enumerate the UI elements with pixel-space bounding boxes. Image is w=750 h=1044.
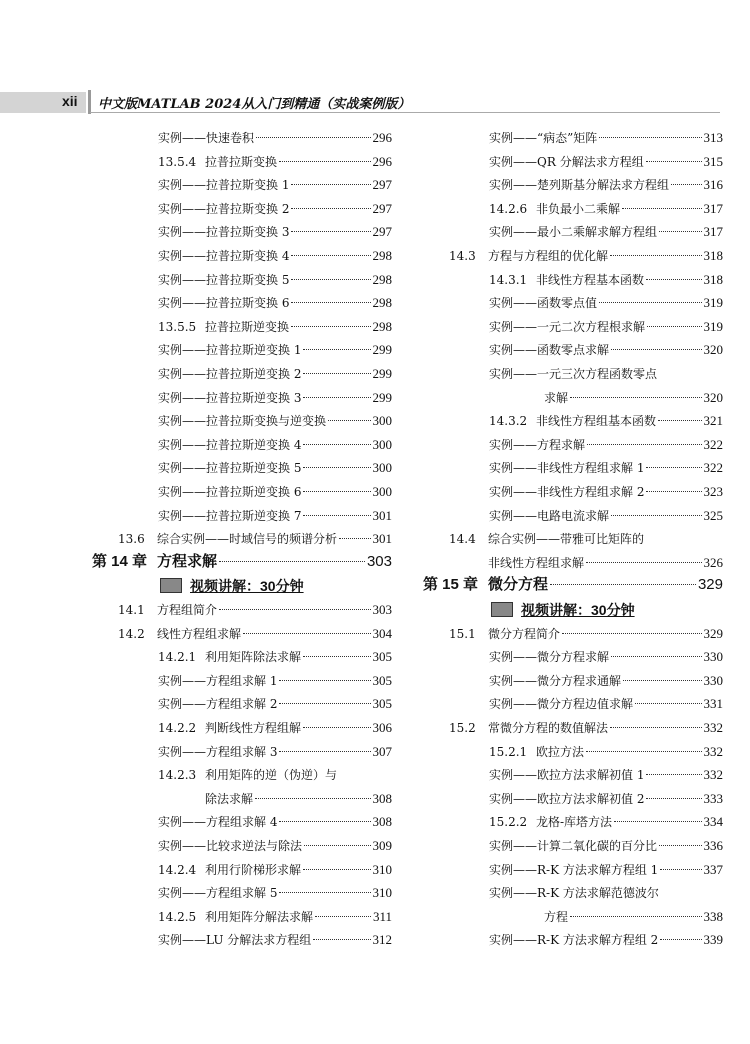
- dot-leader: [304, 845, 370, 846]
- entry-page: 317: [703, 224, 723, 240]
- entry-number: 14.2.5: [158, 909, 197, 924]
- entry-page: 307: [372, 743, 392, 759]
- dot-leader: [291, 255, 370, 256]
- entry-title: 实例——“病态”矩阵: [489, 131, 598, 145]
- toc-entry[interactable]: [544, 388, 723, 408]
- entry-title: 实例——方程组求解 1: [158, 673, 278, 688]
- entry-page: 319: [703, 295, 723, 311]
- dot-leader: [339, 538, 370, 539]
- entry-title: 实例——方程组求解 2: [158, 697, 278, 712]
- entry-title: 实例——计算二氧化碳的百分比: [489, 839, 658, 853]
- toc-entry[interactable]: [158, 930, 392, 950]
- book-title: 中文版MATLAB 2024从入门到精通（实战案例版）: [98, 97, 411, 112]
- dot-leader: [291, 279, 370, 280]
- video-lecture-link[interactable]: [160, 576, 392, 596]
- toc-entry[interactable]: [489, 482, 723, 502]
- entry-title: 非线性方程基本函数: [536, 272, 645, 287]
- entry-title: 非负最小二乘解: [536, 201, 621, 216]
- dot-leader: [550, 584, 696, 585]
- entry-number: 14.3.1: [489, 272, 528, 287]
- entry-number: 14.4: [449, 532, 476, 547]
- entry-page: 336: [703, 838, 723, 853]
- entry-page: 300: [372, 413, 392, 429]
- toc-entry[interactable]: [489, 860, 723, 880]
- entry-title: 实例——拉普拉斯逆变换 6: [158, 485, 302, 499]
- entry-page: 329: [697, 576, 723, 594]
- entry-title: 实例——函数零点求解: [489, 343, 610, 358]
- entry-page: 299: [372, 342, 392, 358]
- entry-page: 329: [703, 625, 723, 641]
- entry-page: 301: [372, 507, 392, 523]
- entry-page: 304: [372, 625, 392, 641]
- entry-title: 实例——拉普拉斯变换 3: [158, 225, 290, 240]
- toc-entry[interactable]: [489, 317, 723, 337]
- toc-entry[interactable]: [158, 718, 392, 738]
- entry-title: 欧拉方法: [536, 744, 585, 759]
- toc-entry[interactable]: [158, 364, 392, 384]
- dot-leader: [611, 515, 701, 516]
- entry-page: 297: [372, 224, 392, 240]
- entry-page: 325: [703, 507, 723, 523]
- toc-entry[interactable]: [158, 482, 392, 502]
- dot-leader: [562, 633, 701, 634]
- toc-entry[interactable]: [158, 671, 392, 691]
- entry-page: 305: [372, 696, 392, 712]
- toc-entry[interactable]: [489, 647, 723, 667]
- dot-leader: [614, 821, 701, 822]
- video-camera-icon: [160, 578, 182, 593]
- entry-title: 微分方程简介: [488, 626, 561, 641]
- toc-entry[interactable]: [158, 458, 392, 478]
- entry-number: 14.2.1: [158, 650, 197, 665]
- dot-leader: [587, 444, 701, 445]
- entry-page: 326: [703, 554, 723, 570]
- entry-number: 13.5.4: [158, 154, 197, 169]
- dot-leader: [635, 703, 701, 704]
- dot-leader: [279, 680, 370, 681]
- entry-title: 常微分方程的数值解法: [488, 721, 609, 735]
- entry-page: 299: [372, 366, 392, 381]
- entry-number: 15.2.2: [489, 815, 528, 830]
- dot-leader: [659, 845, 701, 846]
- entry-title: 综合实例——带雅可比矩阵的: [488, 532, 645, 547]
- toc-entry[interactable]: [449, 529, 723, 549]
- dot-leader: [646, 491, 701, 492]
- dot-leader: [279, 703, 370, 704]
- dot-leader: [586, 751, 701, 752]
- entry-title: 利用矩阵的逆（伪逆）与: [205, 768, 338, 783]
- dot-leader: [623, 680, 701, 681]
- entry-title: 实例——楚列斯基分解法求方程组: [489, 178, 670, 193]
- toc-entry[interactable]: [118, 529, 392, 549]
- toc-entry[interactable]: [544, 907, 723, 927]
- entry-title: 实例——拉普拉斯逆变换 1: [158, 343, 302, 358]
- entry-title: 实例——非线性方程组求解 1: [489, 461, 645, 476]
- entry-title: 除法求解: [205, 791, 254, 806]
- entry-page: 318: [703, 271, 723, 287]
- toc-entry[interactable]: [489, 506, 723, 526]
- entry-title: 实例——拉普拉斯变换 4: [158, 249, 290, 263]
- entry-page: 310: [372, 861, 392, 877]
- entry-title: 线性方程组求解: [157, 626, 242, 641]
- toc-entry[interactable]: [158, 907, 392, 927]
- toc-entry[interactable]: [158, 175, 392, 195]
- toc-entry[interactable]: [158, 812, 392, 832]
- entry-page: 309: [372, 838, 392, 853]
- entry-title: 实例——函数零点值: [489, 296, 598, 311]
- toc-entry[interactable]: [158, 765, 392, 785]
- dot-leader: [611, 349, 701, 350]
- entry-title: 方程组简介: [157, 603, 218, 617]
- entry-page: 334: [703, 814, 723, 830]
- toc-entry[interactable]: [158, 340, 392, 360]
- entry-title: 方程求解: [157, 552, 218, 570]
- entry-number: 14.1: [118, 603, 145, 617]
- dot-leader: [303, 656, 370, 657]
- toc-entry[interactable]: [158, 506, 392, 526]
- entry-title: 利用行阶梯形求解: [205, 862, 302, 877]
- toc-entry[interactable]: [449, 624, 723, 644]
- entry-page: 321: [703, 413, 723, 429]
- entry-page: 332: [703, 767, 723, 783]
- entry-page: 301: [372, 531, 392, 547]
- toc-entry[interactable]: [158, 317, 392, 337]
- entry-title: 方程: [544, 909, 569, 924]
- entry-number: 14.2.4: [158, 862, 197, 877]
- toc-entry[interactable]: [449, 246, 723, 266]
- toc-entry[interactable]: [489, 694, 723, 714]
- toc-entry[interactable]: [489, 742, 723, 762]
- entry-title: 实例——非线性方程组求解 2: [489, 485, 645, 499]
- entry-title: 实例——QR 分解法求方程组: [489, 154, 644, 169]
- toc-entry[interactable]: [489, 293, 723, 313]
- entry-title: 微分方程: [488, 576, 549, 594]
- header-divider: [88, 90, 91, 114]
- dot-leader: [610, 727, 701, 728]
- entry-title: 实例——方程组求解 4: [158, 815, 278, 830]
- entry-title: 实例——拉普拉斯逆变换 7: [158, 508, 302, 523]
- entry-page: 299: [372, 389, 392, 405]
- entry-page: 308: [372, 790, 392, 806]
- dot-leader: [303, 727, 370, 728]
- entry-page: 306: [372, 720, 392, 735]
- entry-title: 视频讲解：30分钟: [521, 602, 635, 618]
- entry-title: 实例——方程求解: [489, 437, 586, 452]
- toc-entry[interactable]: [489, 812, 723, 832]
- dot-leader: [646, 161, 702, 162]
- entry-title: 实例——微分方程求解: [489, 650, 610, 665]
- entry-number: 14.2: [118, 626, 145, 641]
- dot-leader: [303, 349, 370, 350]
- toc-entry[interactable]: [489, 152, 723, 172]
- entry-title: 拉普拉斯变换: [205, 154, 278, 169]
- dot-leader: [313, 939, 370, 940]
- video-lecture-link[interactable]: [491, 600, 723, 620]
- entry-page: 323: [703, 484, 723, 499]
- toc-entry[interactable]: [489, 222, 723, 242]
- entry-page: 313: [703, 130, 723, 145]
- toc-entry[interactable]: [158, 152, 392, 172]
- toc-entry[interactable]: [489, 199, 723, 219]
- entry-title: 实例——微分方程边值求解: [489, 697, 634, 712]
- dot-leader: [255, 798, 370, 799]
- toc-entry[interactable]: [489, 340, 723, 360]
- dot-leader: [303, 444, 370, 445]
- dot-leader: [279, 821, 370, 822]
- toc-entry[interactable]: [489, 883, 723, 903]
- entry-page: 332: [703, 743, 723, 759]
- toc-entry[interactable]: [489, 175, 723, 195]
- dot-leader: [646, 279, 701, 280]
- entry-title: 方程与方程组的优化解: [488, 249, 609, 263]
- entry-page: 339: [703, 932, 723, 948]
- entry-title: 实例——R-K 方法求解方程组 2: [489, 933, 659, 948]
- toc-entry[interactable]: [158, 883, 392, 903]
- entry-number: 15.2: [449, 721, 476, 735]
- toc-entry[interactable]: [158, 742, 392, 762]
- entry-number: 14.2.3: [158, 768, 197, 783]
- dot-leader: [291, 302, 370, 303]
- entry-number: 14.2.6: [489, 201, 528, 216]
- entry-page: 319: [703, 318, 723, 334]
- entry-title: 实例——微分方程求通解: [489, 673, 622, 688]
- dot-leader: [328, 420, 370, 421]
- dot-leader: [646, 798, 701, 799]
- entry-title: 实例——拉普拉斯变换 6: [158, 296, 290, 311]
- entry-title: 判断线性方程组解: [205, 721, 302, 735]
- dot-leader: [660, 939, 701, 940]
- entry-page: 312: [372, 932, 392, 948]
- entry-page: 300: [372, 484, 392, 499]
- dot-leader: [291, 326, 370, 327]
- entry-number: 第 15 章: [423, 576, 479, 594]
- entry-title: 拉普拉斯逆变换: [205, 319, 290, 334]
- dot-leader: [256, 137, 370, 138]
- dot-leader: [279, 751, 370, 752]
- entry-page: 296: [372, 153, 392, 169]
- dot-leader: [291, 184, 370, 185]
- entry-page: 300: [372, 436, 392, 452]
- dot-leader: [219, 561, 365, 562]
- entry-title: 利用矩阵分解法求解: [205, 909, 314, 924]
- dot-leader: [243, 633, 370, 634]
- entry-page: 322: [703, 460, 723, 476]
- toc-entry[interactable]: [205, 789, 392, 809]
- toc-entry[interactable]: [158, 199, 392, 219]
- toc-entry[interactable]: [489, 836, 723, 856]
- entry-title: 龙格-库塔方法: [536, 815, 613, 830]
- toc-entry[interactable]: [489, 435, 723, 455]
- dot-leader: [646, 467, 701, 468]
- entry-title: 实例——欧拉方法求解初值 1: [489, 768, 645, 783]
- toc-entry[interactable]: [158, 222, 392, 242]
- toc-entry[interactable]: [158, 411, 392, 431]
- entry-title: 综合实例——时域信号的频谱分析: [157, 532, 338, 547]
- entry-page: 332: [703, 720, 723, 735]
- entry-page: 330: [703, 649, 723, 665]
- toc-entry[interactable]: [489, 765, 723, 785]
- dot-leader: [315, 916, 371, 917]
- entry-page: 298: [372, 295, 392, 311]
- dot-leader: [611, 656, 701, 657]
- toc-entry[interactable]: [158, 388, 392, 408]
- toc-entry[interactable]: [118, 600, 392, 620]
- entry-title: 实例——拉普拉斯逆变换 5: [158, 461, 302, 476]
- dot-leader: [622, 208, 701, 209]
- entry-number: 15.1: [449, 626, 476, 641]
- entry-page: 337: [703, 861, 723, 877]
- dot-leader: [303, 373, 370, 374]
- entry-title: 实例——拉普拉斯逆变换 2: [158, 367, 302, 381]
- entry-page: 308: [372, 814, 392, 830]
- toc-entry[interactable]: [158, 128, 392, 148]
- entry-page: 316: [703, 177, 723, 193]
- entry-page: 338: [703, 908, 723, 924]
- entry-title: 实例——拉普拉斯变换与逆变换: [158, 414, 327, 429]
- dot-leader: [610, 255, 701, 256]
- entry-title: 实例——快速卷积: [158, 131, 255, 145]
- dot-leader: [219, 609, 370, 610]
- toc-entry[interactable]: [92, 552, 392, 572]
- dot-leader: [646, 774, 701, 775]
- entry-number: 14.3.2: [489, 414, 528, 429]
- entry-page: 322: [703, 436, 723, 452]
- dot-leader: [671, 184, 701, 185]
- entry-page: 305: [372, 649, 392, 665]
- entry-title: 实例——拉普拉斯变换 1: [158, 178, 290, 193]
- toc-entry[interactable]: [158, 270, 392, 290]
- entry-title: 实例——拉普拉斯逆变换 4: [158, 437, 302, 452]
- entry-page: 331: [703, 696, 723, 712]
- dot-leader: [570, 916, 701, 917]
- entry-number: 15.2.1: [489, 744, 528, 759]
- entry-page: 297: [372, 177, 392, 193]
- dot-leader: [291, 208, 370, 209]
- entry-title: 实例——方程组求解 3: [158, 744, 278, 759]
- dot-leader: [303, 515, 370, 516]
- toc-entry[interactable]: [489, 458, 723, 478]
- entry-page: 317: [703, 200, 723, 216]
- entry-title: 实例——电路电流求解: [489, 508, 610, 523]
- entry-page: 303: [366, 552, 392, 570]
- toc-entry[interactable]: [158, 860, 392, 880]
- toc-entry[interactable]: [158, 647, 392, 667]
- toc-entry[interactable]: [158, 246, 392, 266]
- entry-page: 296: [372, 130, 392, 145]
- toc-entry[interactable]: [449, 718, 723, 738]
- entry-title: 非线性方程组求解: [488, 555, 585, 570]
- dot-leader: [291, 231, 370, 232]
- entry-page: 298: [372, 271, 392, 287]
- toc-entry[interactable]: [489, 930, 723, 950]
- toc-entry[interactable]: [489, 128, 723, 148]
- entry-page: 333: [703, 790, 723, 806]
- entry-page: 320: [703, 389, 723, 405]
- entry-title: 求解: [544, 390, 569, 405]
- entry-title: 实例——拉普拉斯变换 5: [158, 272, 290, 287]
- entry-number: 14.2.2: [158, 721, 197, 735]
- entry-number: 14.3: [449, 249, 476, 263]
- toc-entry[interactable]: [158, 435, 392, 455]
- entry-title: 视频讲解：30分钟: [190, 578, 304, 595]
- entry-title: 利用矩阵除法求解: [205, 650, 302, 665]
- entry-page: 297: [372, 200, 392, 216]
- entry-page: 303: [372, 602, 392, 617]
- toc-entry[interactable]: [488, 553, 723, 573]
- header-rule: [90, 112, 720, 113]
- dot-leader: [599, 302, 701, 303]
- toc-entry[interactable]: [489, 789, 723, 809]
- entry-page: 320: [703, 342, 723, 358]
- dot-leader: [279, 892, 370, 893]
- entry-title: 实例——方程组求解 5: [158, 886, 278, 901]
- entry-page: 318: [703, 248, 723, 263]
- dot-leader: [599, 137, 701, 138]
- entry-number: 13.5.5: [158, 319, 197, 334]
- dot-leader: [303, 467, 370, 468]
- entry-title: 实例——最小二乘解求解方程组: [489, 225, 658, 240]
- entry-title: 实例——拉普拉斯变换 2: [158, 201, 290, 216]
- entry-title: 非线性方程组基本函数: [536, 414, 657, 429]
- entry-title: 实例——R-K 方法求解方程组 1: [489, 862, 659, 877]
- toc-entry[interactable]: [158, 694, 392, 714]
- entry-page: 311: [372, 908, 392, 924]
- entry-page: 310: [372, 885, 392, 901]
- entry-page: 305: [372, 672, 392, 688]
- dot-leader: [279, 161, 370, 162]
- entry-page: 330: [703, 672, 723, 688]
- video-camera-icon: [491, 602, 513, 617]
- entry-number: 第 14 章: [92, 552, 148, 570]
- dot-leader: [570, 397, 701, 398]
- toc-entry[interactable]: [489, 671, 723, 691]
- toc-entry[interactable]: [158, 836, 392, 856]
- toc-entry[interactable]: [489, 411, 723, 431]
- toc-entry[interactable]: [489, 270, 723, 290]
- entry-title: 实例——比较求逆法与除法: [158, 839, 303, 853]
- entry-page: 300: [372, 460, 392, 476]
- dot-leader: [658, 420, 701, 421]
- page-number: xii: [62, 93, 78, 109]
- dot-leader: [647, 326, 701, 327]
- entry-title: 实例——R-K 方法求解范德波尔: [489, 886, 659, 901]
- entry-title: 实例——一元二次方程根求解: [489, 319, 646, 334]
- entry-title: 实例——欧拉方法求解初值 2: [489, 791, 645, 806]
- toc-entry[interactable]: [489, 364, 723, 384]
- entry-number: 13.6: [118, 532, 145, 547]
- entry-title: 实例——拉普拉斯逆变换 3: [158, 390, 302, 405]
- dot-leader: [586, 562, 701, 563]
- dot-leader: [303, 869, 370, 870]
- dot-leader: [303, 397, 370, 398]
- dot-leader: [303, 491, 370, 492]
- toc-entry[interactable]: [423, 575, 723, 595]
- toc-entry[interactable]: [118, 624, 392, 644]
- toc-entry[interactable]: [158, 293, 392, 313]
- entry-title: 实例——LU 分解法求方程组: [158, 933, 312, 948]
- dot-leader: [659, 231, 701, 232]
- dot-leader: [660, 869, 701, 870]
- entry-page: 298: [372, 248, 392, 263]
- entry-page: 298: [372, 318, 392, 334]
- entry-title: 实例——一元三次方程函数零点: [489, 367, 658, 381]
- entry-page: 315: [703, 153, 723, 169]
